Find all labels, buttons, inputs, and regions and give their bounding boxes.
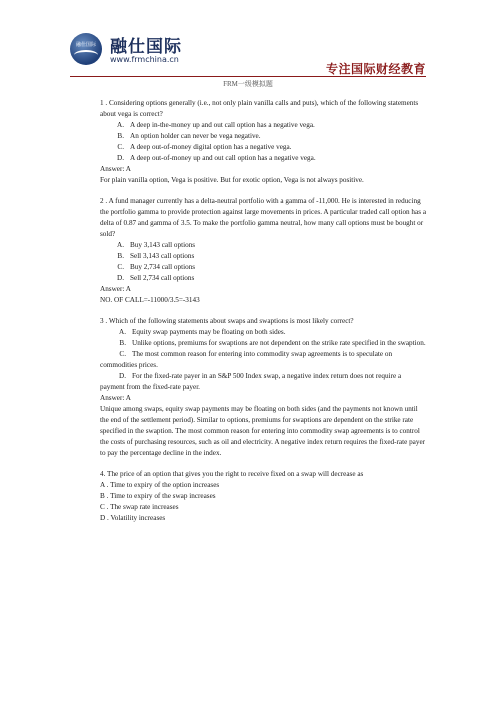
option-a: A. Equity swap payments may be floating on both sides. [119,328,286,336]
company-logo [60,30,260,74]
document-body [100,98,426,524]
explanation: For plain vanilla option, Vega is positive. But for exotic option, Vega is not always positive. [100,176,364,184]
answer: Answer: A [100,165,131,173]
question-stem: 1 . Considering options generally (i.e., not only plain vanilla calls and puts), which of the following statements about vega is correct? [100,99,419,118]
option-c: C. Buy 2,734 call options [117,263,196,271]
option-c: C. The most common reason for entering into commodity swap agreements is to speculate on commodities prices. [100,350,393,369]
question-stem: 4. The price of an option that gives you the right to receive fixed on a swap will decrease as [100,470,364,478]
header-divider [70,76,426,77]
option-b: B. An option holder can never be vega negative. [117,132,261,140]
option-b: B . Time to expiry of the swap increases [100,492,216,500]
slogan: 专注国际财经教育 [325,62,426,76]
question-stem: 2 . A fund manager currently has a delta-neutral portfolio with a gamma of -11,000. He is interested in reducing the portfolio gamma to provide protection against large movements in prices. A particular traded call option has a delta of 0.87 and gamma of 3.5. To make the portfolio gamma neutral, how many call options must be bought or sold? [100,197,427,238]
question-stem: 3 . Which of the following statements about swaps and swaptions is most likely correct? [100,317,354,325]
option-a: A. A deep in-the-money up and out call option has a negative vega. [117,121,315,129]
document-title: FRM一级模拟题 [223,80,273,88]
option-b: B. Unlike options, premiums for swaptions are not dependent on the strike rate specified in the swaption. [119,339,426,347]
globe-icon [70,33,102,65]
answer: Answer: A [100,285,131,293]
explanation: NO. OF CALL=-11000/3.5=-3143 [100,296,200,304]
option-d: D . Volatility increases [100,514,166,522]
option-d: D. For the fixed-rate payer in an S&P 500 Index swap, a negative index return does not require a payment from the fixed-rate payer. [100,372,402,391]
logo-url: www.frmchina.cn [110,55,179,64]
logo-badge-text: 融仕国际 [75,42,96,48]
logo-name: 融仕国际 [110,37,182,57]
option-a: A. Buy 3,143 call options [117,241,196,249]
option-a: A . Time to expiry of the option increases [100,481,220,489]
option-c: C. A deep out-of-money digital option has a negative vega. [117,143,292,151]
option-c: C . The swap rate increases [100,503,179,511]
option-b: B. Sell 3,143 call options [117,252,195,260]
option-d: D. Sell 2,734 call options [117,274,195,282]
explanation: Unique among swaps, equity swap payments may be floating on both sides (and the payments not known until the end of the settlement period). Similar to options, premiums for swaptions are dependent on the strike rate specified in the swaption. The most common reason for entering into commodity swap agreements is to control the costs of purchasing resources, such as oil and electricity. A negative index return requires the fixed-rate payer to pay the percentage decline in the index. [100,405,426,457]
option-d: D. A deep out-of-money up and out call option has a negative vega. [117,154,316,162]
answer: Answer: A [100,394,131,402]
page-header [0,0,496,82]
